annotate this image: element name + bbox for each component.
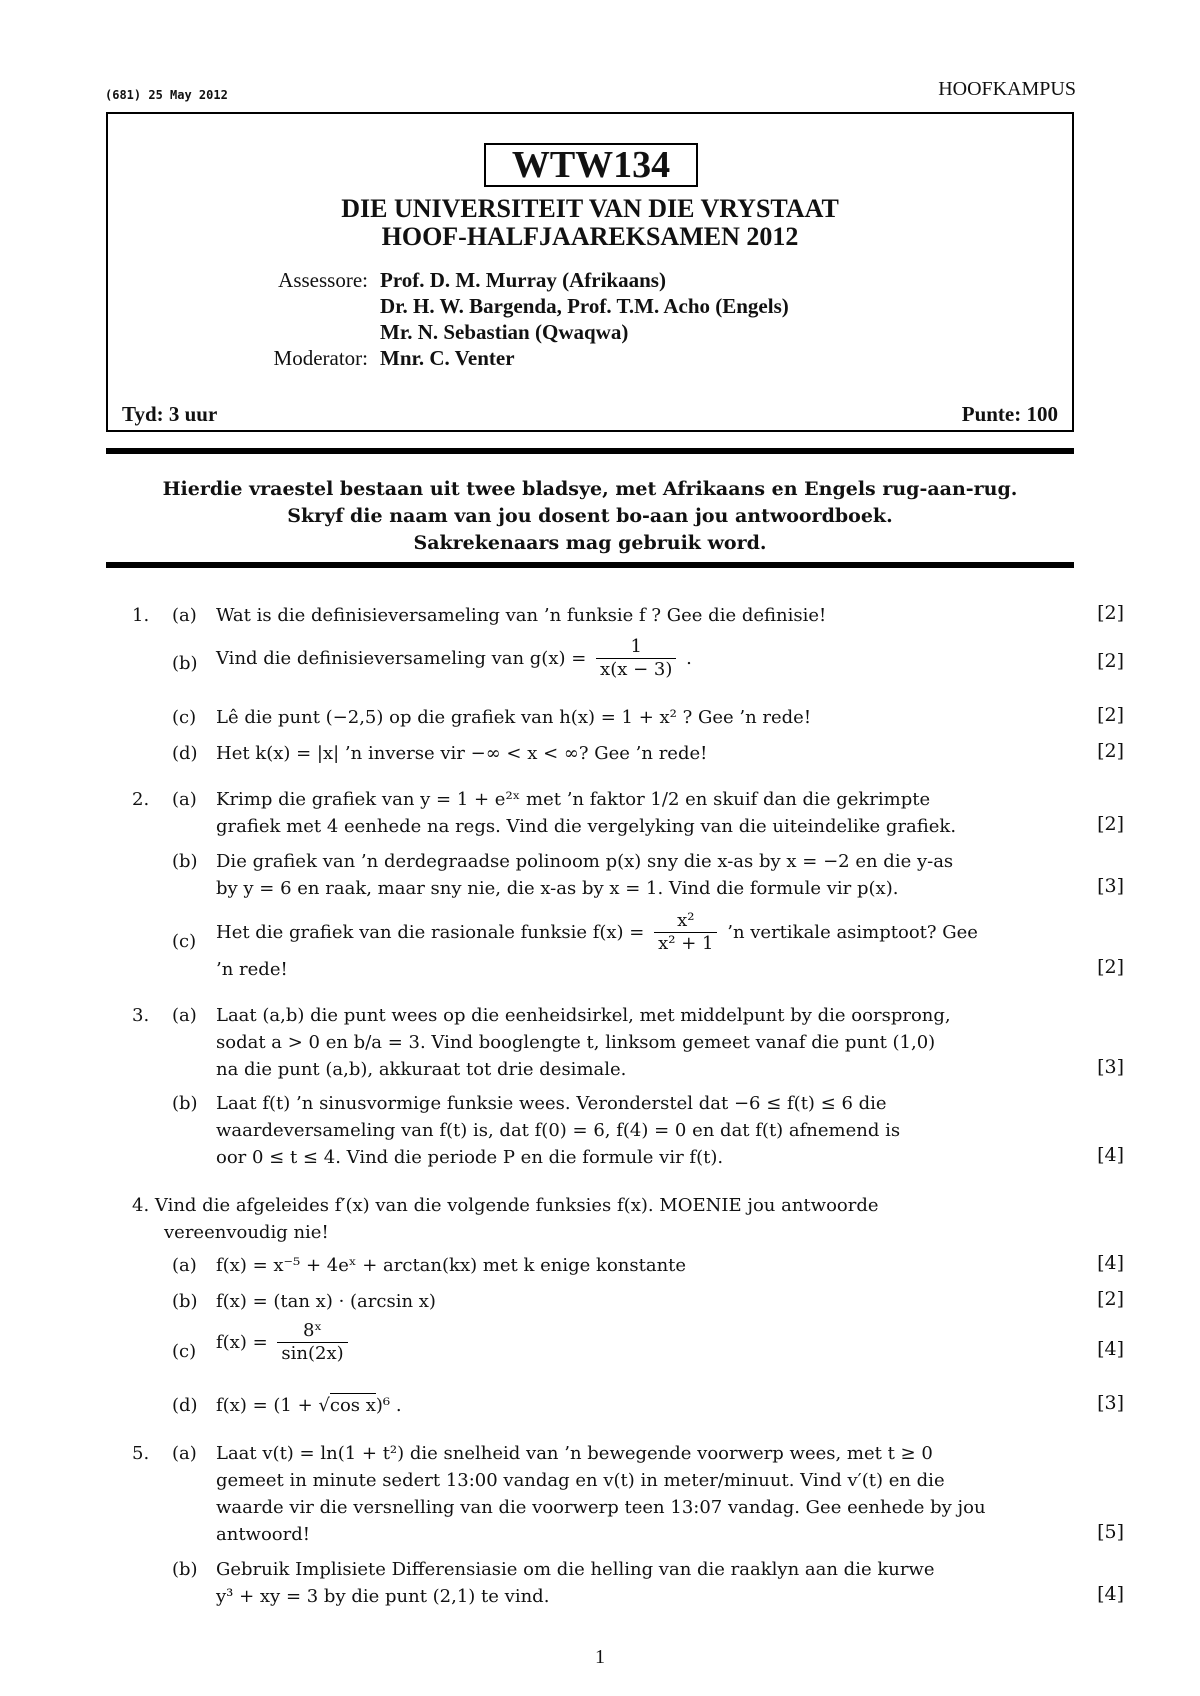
q2a-mark: [2] (1097, 813, 1124, 835)
q2b-line-2: by y = 6 en raak, maar sny nie, die x-as by x = 1. Vind die formule vir p(x). (216, 878, 899, 899)
q1b-fraction (596, 636, 676, 681)
q2b-label: (b) (172, 851, 198, 872)
q5b-line-2: y³ + xy = 3 by die punt (2,1) te vind. (216, 1586, 550, 1607)
q1d-label: (d) (172, 743, 198, 764)
q2c-tail: ’n vertikale asimptoot? Gee (727, 922, 978, 943)
q3b-label: (b) (172, 1093, 198, 1114)
q2c-fraction (654, 910, 717, 955)
q4a-text: f(x) = x⁻⁵ + 4eˣ + arctan(kx) met k enige konstante (216, 1255, 687, 1276)
divider-bottom (106, 562, 1074, 568)
assessor-3: Mr. N. Sebastian (Qwaqwa) (380, 320, 629, 344)
page-number: 1 (595, 1646, 605, 1668)
exam-header-box (106, 112, 1074, 432)
q5b-mark: [4] (1097, 1583, 1124, 1605)
q2c-text (216, 910, 978, 955)
q4d-tail: )⁶ . (375, 1395, 402, 1416)
q3a-line-3: na die punt (a,b), akkuraat tot drie desimale. (216, 1059, 627, 1080)
q5b-line-1: Gebruik Implisiete Differensiasie om die helling van die raaklyn aan die kurwe (216, 1559, 935, 1580)
q1c-text: Lê die punt (−2,5) op die grafiek van h(x) = 1 + x² ? Gee ’n rede! (216, 707, 812, 728)
q5b-label: (b) (172, 1559, 198, 1580)
question-3-number: 3. (132, 1005, 150, 1026)
q1a-mark: [2] (1097, 602, 1124, 624)
q5a-line-2: gemeet in minute sedert 13:00 vandag en v(t) in meter/minuut. Vind v′(t) en die (216, 1470, 945, 1491)
q4c-lead: f(x) = (216, 1332, 268, 1353)
q2c-mark: [2] (1097, 956, 1124, 978)
q1d-mark: [2] (1097, 740, 1124, 762)
q4c-numerator: 8ˣ (277, 1320, 347, 1343)
q3b-mark: [4] (1097, 1144, 1124, 1166)
q4d-label: (d) (172, 1395, 198, 1416)
q2c-denominator: x² + 1 (658, 933, 714, 954)
q1b-end: . (686, 648, 692, 669)
q3b-line-2: waardeversameling van f(t) is, dat f(0) = 6, f(4) = 0 en dat f(t) afnemend is (216, 1120, 901, 1141)
exam-total-marks: Punte: 100 (961, 402, 1058, 426)
q2c-line-2: ’n rede! (216, 959, 288, 980)
q4b-label: (b) (172, 1291, 198, 1312)
course-code: WTW134 (484, 143, 698, 187)
question-4-intro-line-2: vereenvoudig nie! (164, 1222, 329, 1243)
q3b-line-1: Laat f(t) ’n sinusvormige funksie wees. Veronderstel dat −6 ≤ f(t) ≤ 6 die (216, 1093, 887, 1114)
q4a-label: (a) (172, 1255, 197, 1276)
q2a-line-2: grafiek met 4 eenhede na regs. Vind die vergelyking van die uiteindelike grafiek. (216, 816, 957, 837)
q1b-denominator: x(x − 3) (600, 659, 673, 680)
assessor-2: Dr. H. W. Bargenda, Prof. T.M. Acho (Engels) (380, 294, 789, 318)
instruction-2: Skryf die naam van jou dosent bo-aan jou antwoordboek. (287, 505, 893, 527)
moderator-label: Moderator: (273, 346, 368, 370)
q1a-text: Wat is die definisieversameling van ’n funksie f ? Gee die definisie! (216, 605, 827, 626)
q1c-label: (c) (172, 707, 197, 728)
q4a-mark: [4] (1097, 1252, 1124, 1274)
q4d-mark: [3] (1097, 1392, 1124, 1414)
exam-title: HOOF-HALFJAAREKSAMEN 2012 (381, 222, 799, 251)
q2a-label: (a) (172, 789, 197, 810)
question-1-number: 1. (132, 605, 150, 626)
instruction-3: Sakrekenaars mag gebruik word. (413, 532, 767, 554)
campus-label: HOOFKAMPUS (938, 78, 1076, 100)
q4c-label: (c) (172, 1341, 197, 1362)
q4d-text (216, 1392, 402, 1419)
q2c-label: (c) (172, 931, 197, 952)
q1b-mark: [2] (1097, 650, 1124, 672)
question-4-intro-line-1: 4. Vind die afgeleides f′(x) van die volgende funksies f(x). MOENIE jou antwoorde (132, 1195, 879, 1216)
q4c-fraction (277, 1320, 347, 1365)
q4d-lead: f(x) = (1 + √ (216, 1395, 330, 1416)
q5a-mark: [5] (1097, 1521, 1124, 1543)
q2c-lead: Het die grafiek van die rasionale funksie f(x) = (216, 922, 645, 943)
q2b-line-1: Die grafiek van ’n derdegraadse polinoom p(x) sny die x-as by x = −2 en die y-as (216, 851, 954, 872)
q5a-line-4: antwoord! (216, 1524, 310, 1545)
exam-time: Tyd: 3 uur (122, 402, 218, 426)
paper-reference: (681) 25 May 2012 (105, 88, 228, 102)
q4c-text (216, 1320, 352, 1365)
moderator-name: Mnr. C. Venter (380, 346, 515, 370)
assessors-label: Assessore: (278, 268, 368, 292)
instruction-1: Hierdie vraestel bestaan uit twee bladsye, met Afrikaans en Engels rug-aan-rug. (162, 478, 1018, 500)
q3a-line-1: Laat (a,b) die punt wees op die eenheidsirkel, met middelpunt by die oorsprong, (216, 1005, 951, 1026)
q4c-mark: [4] (1097, 1338, 1124, 1360)
q2a-line-1: Krimp die grafiek van y = 1 + e²ˣ met ’n faktor 1/2 en skuif dan die gekrimpte (216, 789, 931, 810)
q5a-label: (a) (172, 1443, 197, 1464)
q2c-numerator: x² (654, 910, 717, 933)
q1a-label: (a) (172, 605, 197, 626)
q4c-denominator: sin(2x) (281, 1343, 344, 1364)
q1b-text (216, 636, 692, 681)
q3a-label: (a) (172, 1005, 197, 1026)
q4b-text: f(x) = (tan x) · (arcsin x) (216, 1291, 436, 1312)
q3a-line-2: sodat a > 0 en b/a = 3. Vind booglengte t, linksom gemeet vanaf die punt (1,0) (216, 1032, 936, 1053)
q1b-lead: Vind die definisieversameling van g(x) = (216, 648, 587, 669)
question-2-number: 2. (132, 789, 150, 810)
q4d-radicand: cos x (329, 1395, 376, 1416)
q5a-line-1: Laat v(t) = ln(1 + t²) die snelheid van ’n bewegende voorwerp wees, met t ≥ 0 (216, 1443, 933, 1464)
university-name: DIE UNIVERSITEIT VAN DIE VRYSTAAT (341, 194, 839, 223)
q5a-line-3: waarde vir die versnelling van die voorwerp teen 13:07 vandag. Gee eenhede by jou (216, 1497, 986, 1518)
question-5-number: 5. (132, 1443, 150, 1464)
q1b-numerator: 1 (596, 636, 676, 659)
divider-top (106, 448, 1074, 454)
q1d-text: Het k(x) = |x| ’n inverse vir −∞ < x < ∞? Gee ’n rede! (216, 743, 708, 764)
q1b-label: (b) (172, 653, 198, 674)
q2b-mark: [3] (1097, 875, 1124, 897)
q3b-line-3: oor 0 ≤ t ≤ 4. Vind die periode P en die formule vir f(t). (216, 1147, 724, 1168)
q1c-mark: [2] (1097, 704, 1124, 726)
q3a-mark: [3] (1097, 1056, 1124, 1078)
assessor-1: Prof. D. M. Murray (Afrikaans) (380, 268, 666, 292)
q4b-mark: [2] (1097, 1288, 1124, 1310)
